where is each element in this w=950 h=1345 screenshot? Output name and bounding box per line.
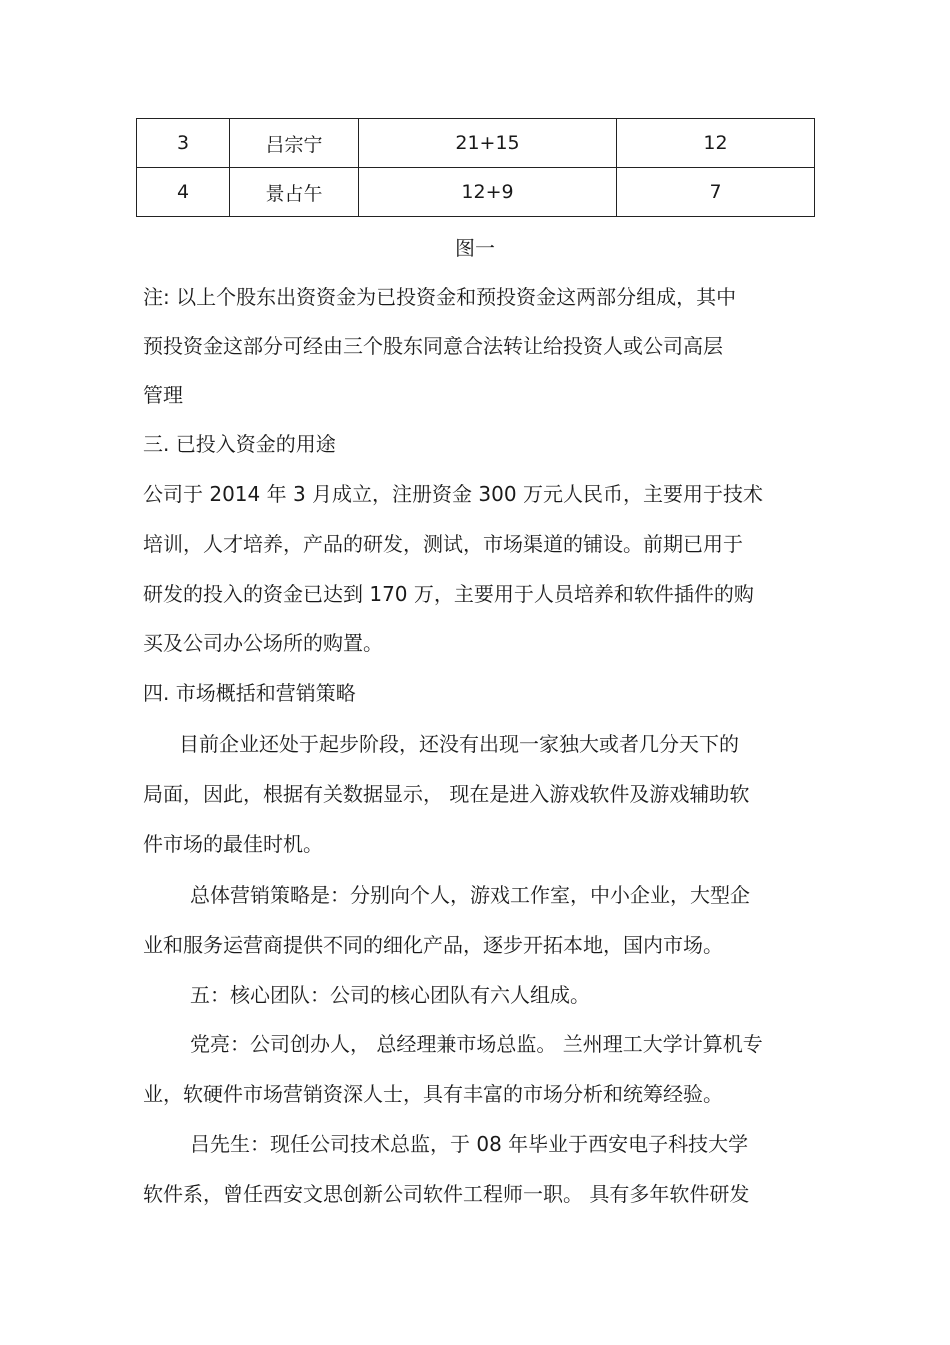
paragraph-line: 总体营销策略是：分别向个人，游戏工作室，中小企业，大型企 — [190, 883, 750, 907]
capital-cell: 21+15 — [359, 119, 617, 168]
shareholder-table-container — [136, 118, 815, 217]
paragraph-line: 件市场的最佳时机。 — [143, 832, 323, 856]
paragraph-line: 软件系，曾任西安文思创新公司软件工程师一职。 具有多年软件研发 — [143, 1182, 750, 1206]
paragraph-line: 党亮：公司创办人， 总经理兼市场总监。 兰州理工大学计算机专 — [190, 1032, 763, 1056]
paragraph-line: 公司于 2014 年 3 月成立，注册资金 300 万元人民币，主要用于技术 — [143, 482, 763, 506]
section-heading-5: 五：核心团队：公司的核心团队有六人组成。 — [190, 983, 590, 1007]
note-line-1: 注: 以上个股东出资资金为已投资金和预投资金这两部分组成，其中 — [143, 285, 737, 309]
table-row — [137, 168, 815, 217]
paragraph-line: 研发的投入的资金已达到 170 万，主要用于人员培养和软件插件的购 — [143, 582, 754, 606]
shareholder-name-cell: 吕宗宁 — [230, 119, 359, 168]
capital-cell: 12+9 — [359, 168, 617, 217]
paragraph-line: 目前企业还处于起步阶段，还没有出现一家独大或者几分天下的 — [179, 732, 739, 756]
note-line-3: 管理 — [143, 383, 183, 407]
paragraph-line: 买及公司办公场所的购置。 — [143, 631, 383, 655]
figure-caption: 图一 — [455, 236, 495, 260]
paragraph-line: 局面，因此，根据有关数据显示， 现在是进入游戏软件及游戏辅助软 — [143, 782, 750, 806]
shareholder-table — [136, 118, 815, 217]
share-cell: 12 — [617, 119, 815, 168]
paragraph-line: 培训，人才培养，产品的研发，测试，市场渠道的铺设。前期已用于 — [143, 532, 743, 556]
note-line-2: 预投资金这部分可经由三个股东同意合法转让给投资人或公司高层 — [143, 334, 723, 358]
paragraph-line: 业，软硬件市场营销资深人士，具有丰富的市场分析和统筹经验。 — [143, 1082, 723, 1106]
section-heading-4: 四. 市场概括和营销策略 — [143, 681, 356, 705]
paragraph-line: 吕先生：现任公司技术总监，于 08 年毕业于西安电子科技大学 — [190, 1132, 749, 1156]
section-heading-3: 三. 已投入资金的用途 — [143, 432, 336, 456]
shareholder-name-cell: 景占午 — [230, 168, 359, 217]
row-number-cell: 4 — [137, 168, 230, 217]
row-number-cell: 3 — [137, 119, 230, 168]
table-row — [137, 119, 815, 168]
paragraph-line: 业和服务运营商提供不同的细化产品，逐步开拓本地，国内市场。 — [143, 933, 723, 957]
share-cell: 7 — [617, 168, 815, 217]
